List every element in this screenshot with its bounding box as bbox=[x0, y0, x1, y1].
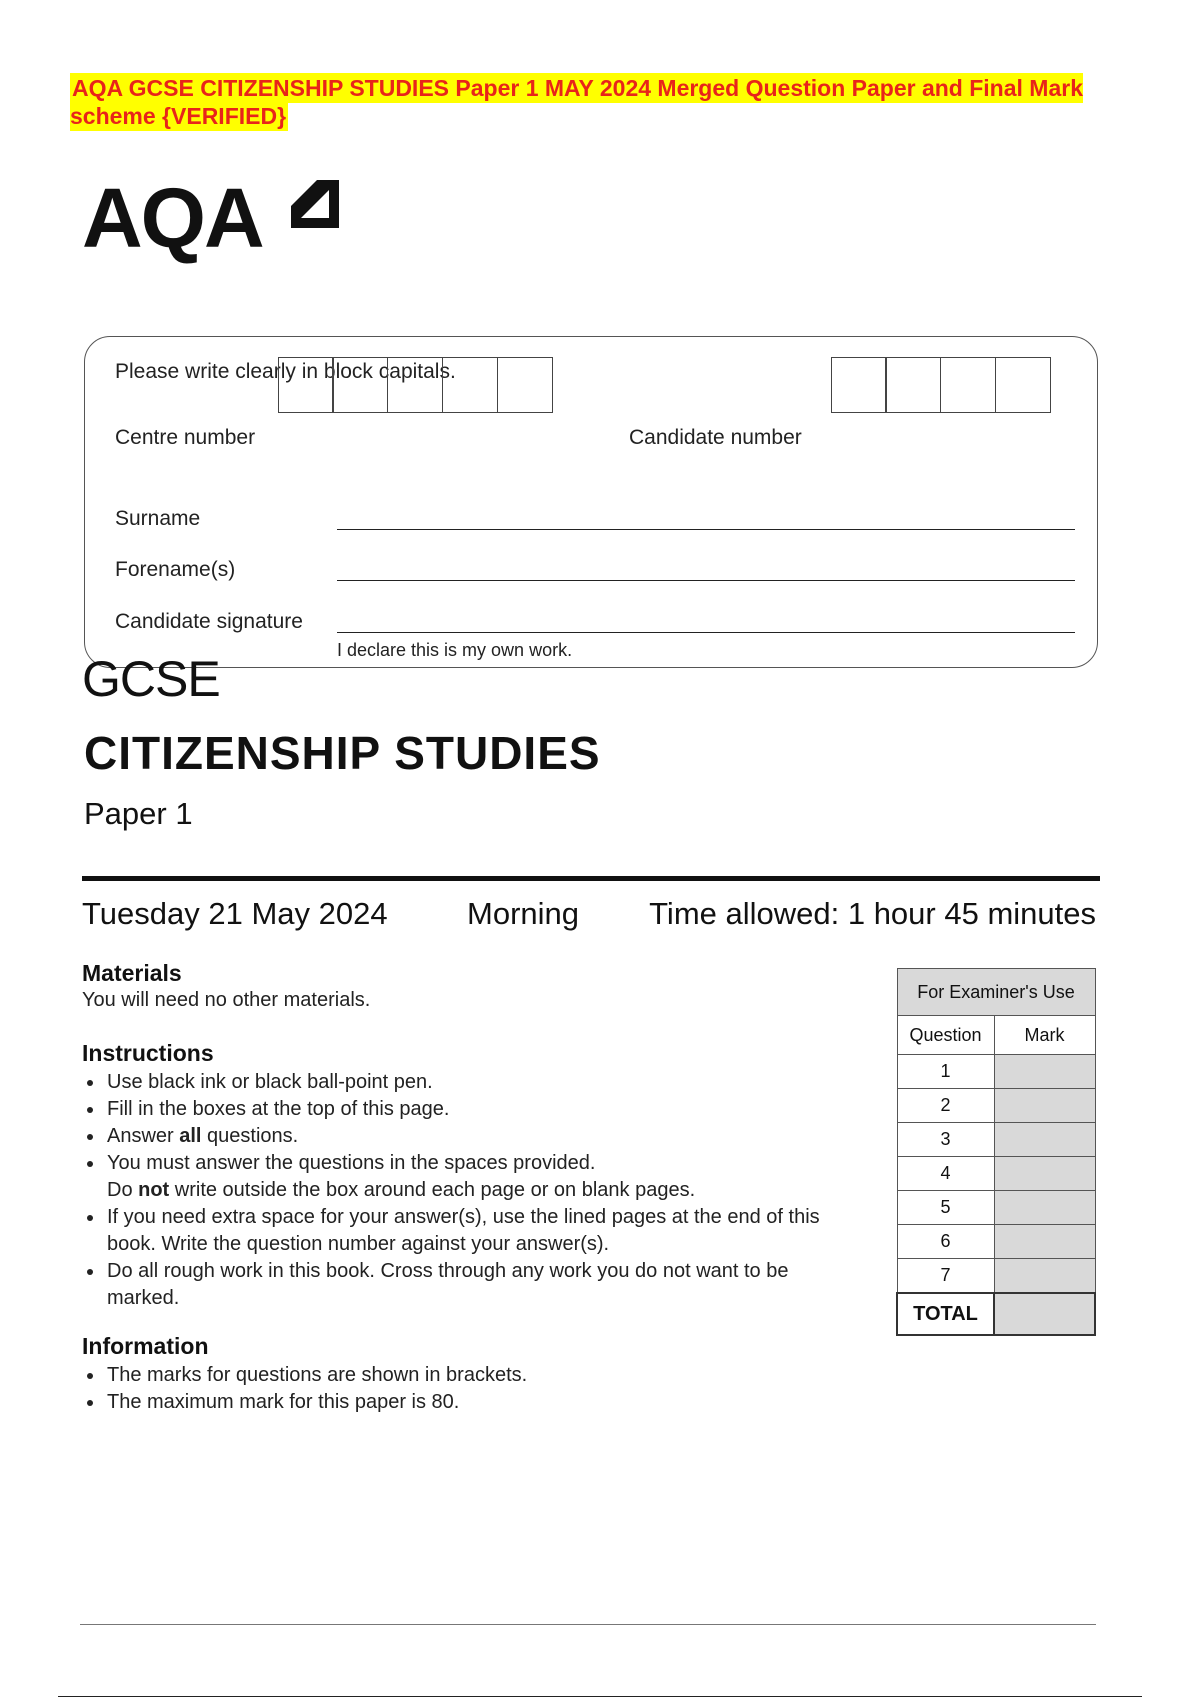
materials-section bbox=[82, 960, 370, 1012]
instruction-item bbox=[105, 1150, 872, 1204]
signature-label: Candidate signature bbox=[115, 610, 303, 633]
mark-cell bbox=[994, 1055, 1095, 1089]
mark-cell bbox=[994, 1123, 1095, 1157]
total-label: TOTAL bbox=[897, 1293, 994, 1335]
question-column-header: Question bbox=[897, 1016, 994, 1055]
footer-rule bbox=[80, 1624, 1096, 1625]
centre-digit-box[interactable] bbox=[497, 357, 553, 413]
instructions-heading: Instructions bbox=[82, 1040, 214, 1066]
candidate-digit-box[interactable] bbox=[831, 357, 887, 413]
information-item: • The marks for questions are shown in brackets. bbox=[105, 1362, 872, 1389]
surname-label: Surname bbox=[115, 507, 201, 530]
instruction-item: • Answer all questions. bbox=[105, 1123, 872, 1150]
question-number: 6 bbox=[897, 1225, 994, 1259]
block-capitals-instruction: Please write clearly in block capitals. bbox=[115, 360, 456, 383]
information-heading: Information bbox=[82, 1333, 209, 1359]
question-number: 3 bbox=[897, 1123, 994, 1157]
question-number: 5 bbox=[897, 1191, 994, 1225]
examiner-use-table bbox=[896, 968, 1096, 1336]
mark-cell bbox=[994, 1089, 1095, 1123]
surname-line[interactable] bbox=[337, 529, 1075, 530]
question-number: 4 bbox=[897, 1157, 994, 1191]
candidate-digit-box[interactable] bbox=[995, 357, 1051, 413]
question-number: 7 bbox=[897, 1259, 994, 1294]
instruction-item-line: Do not write outside the box around each page or on blank pages. bbox=[107, 1179, 696, 1201]
document-title-text: AQA GCSE CITIZENSHIP STUDIES Paper 1 MAY 2024 Merged Question Paper and Final Mark scheme {VERIFIED} bbox=[70, 75, 1084, 129]
qualification-title: GCSE bbox=[82, 651, 220, 707]
question-number: 1 bbox=[897, 1055, 994, 1089]
signature-line[interactable] bbox=[337, 632, 1075, 633]
candidate-number-boxes[interactable] bbox=[832, 357, 1051, 413]
information-item: • The maximum mark for this paper is 80. bbox=[105, 1389, 872, 1416]
declaration-text: I declare this is my own work. bbox=[337, 640, 573, 660]
subject-title: CITIZENSHIP STUDIES bbox=[84, 727, 601, 779]
instructions-section bbox=[82, 1040, 872, 1312]
exam-session: Morning bbox=[467, 896, 579, 931]
aqa-logo-text: AQA bbox=[82, 171, 263, 265]
instruction-item: • Do all rough work in this book. Cross through any work you do not want to be marked. bbox=[105, 1258, 872, 1312]
centre-digit-box[interactable] bbox=[442, 357, 498, 413]
instruction-item: • Fill in the boxes at the top of this page. bbox=[105, 1096, 872, 1123]
aqa-logo-mark-icon bbox=[283, 178, 341, 236]
materials-heading: Materials bbox=[82, 960, 182, 986]
forename-line[interactable] bbox=[337, 580, 1075, 581]
instructions-list bbox=[82, 1069, 872, 1312]
heading-rule bbox=[82, 876, 1100, 881]
information-section bbox=[82, 1333, 872, 1416]
candidate-digit-box[interactable] bbox=[885, 357, 941, 413]
question-number: 2 bbox=[897, 1089, 994, 1123]
centre-digit-box[interactable] bbox=[387, 357, 443, 413]
instruction-item: • Use black ink or black ball-point pen. bbox=[105, 1069, 872, 1096]
centre-number-label: Centre number bbox=[115, 426, 256, 449]
information-list bbox=[82, 1362, 872, 1416]
mark-cell bbox=[994, 1157, 1095, 1191]
candidate-digit-box[interactable] bbox=[940, 357, 996, 413]
page-bottom-rule bbox=[58, 1696, 1142, 1697]
forename-label: Forename(s) bbox=[115, 558, 236, 581]
exam-date: Tuesday 21 May 2024 bbox=[82, 896, 388, 931]
instruction-item-line: You must answer the questions in the spaces provided. bbox=[107, 1152, 596, 1174]
aqa-logo bbox=[82, 171, 263, 265]
mark-column-header: Mark bbox=[994, 1016, 1095, 1055]
mark-cell bbox=[994, 1191, 1095, 1225]
candidate-number-label: Candidate number bbox=[629, 426, 802, 449]
total-mark-cell bbox=[994, 1293, 1095, 1335]
centre-digit-box[interactable] bbox=[332, 357, 388, 413]
centre-number-boxes[interactable] bbox=[279, 357, 553, 413]
document-title bbox=[70, 74, 1150, 130]
mark-cell bbox=[994, 1225, 1095, 1259]
paper-number: Paper 1 bbox=[84, 796, 193, 831]
mark-cell bbox=[994, 1259, 1095, 1294]
centre-digit-box[interactable] bbox=[278, 357, 334, 413]
examiner-table-title: For Examiner's Use bbox=[897, 969, 1095, 1016]
materials-text: You will need no other materials. bbox=[82, 989, 371, 1011]
instruction-item: • If you need extra space for your answer(s), use the lined pages at the end of this book. Write the question number against your answer(s). bbox=[105, 1204, 872, 1258]
time-allowed: Time allowed: 1 hour 45 minutes bbox=[649, 896, 1096, 931]
